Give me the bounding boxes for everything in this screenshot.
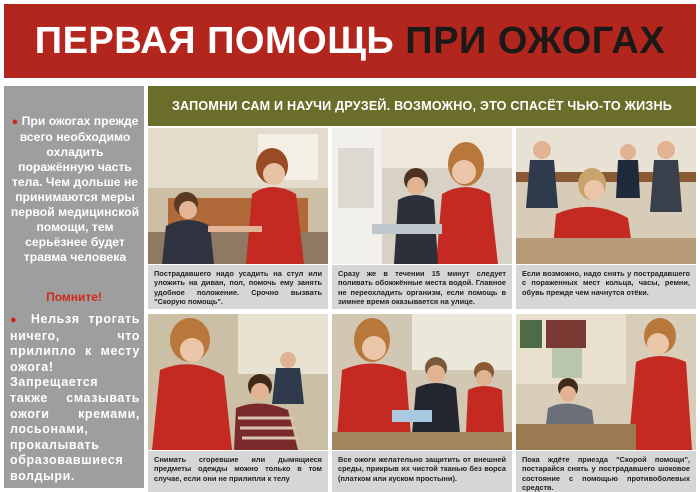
slogan-banner [148, 86, 696, 126]
step-caption: Сразу же в течении 15 минут следует поливать обожжённые места водой. Главное не переохладить организм, если помощь в зимнее время оказывается на улице. [332, 265, 512, 309]
step-photo [148, 128, 328, 264]
step-caption: Пока ждёте приезда "Скорой помощи", постарайся снять у пострадавшего шоковое состояние с помощью противоболевых средств. [516, 451, 696, 492]
steps-grid [148, 128, 696, 492]
bullet-icon: ● [11, 116, 19, 128]
step-photo [148, 314, 328, 450]
slogan-text: ЗАПОМНИ САМ И НАУЧИ ДРУЗЕЙ. ВОЗМОЖНО, ЭТО СПАСЁТ ЧЬЮ-ТО ЖИЗНЬ [171, 99, 673, 113]
remember-label: Помните! [46, 290, 102, 304]
poster-title [35, 20, 665, 63]
step-caption: Если возможно, надо снять у пострадавшего с пораженных мест кольца, часы, ремни, обувь прежде чем начнутся отёки. [516, 265, 696, 309]
sidebar-panel [4, 86, 144, 488]
sidebar-text-1: При ожогах прежде всего необходимо охладить поражённую часть тела. Чем дольше не принимаются меры первой медицинской помощи, тем серьёзнее будет травма человека [10, 114, 140, 264]
step-photo [332, 314, 512, 450]
sidebar-text-2: Нельзя трогать ничего, что прилипло к месту ожога! Запрещается также смазывать ожоги кремами, лосьонами, прокалывать образовавшиеся волдыри. [10, 312, 141, 483]
bullet-icon: ● [10, 314, 23, 326]
step-photo [516, 314, 696, 450]
step-caption: Снимать сгоревшие или дымящиеся предметы одежды можно только в том случае, если они не прилипли к телу [148, 451, 328, 492]
poster-header [0, 0, 700, 84]
step-caption: Пострадавшего надо усадить на стул или уложить на диван, пол, помочь ему занять удобное положение. Срочно вызвать "Скорую помощь". [148, 265, 328, 309]
sidebar-paragraph-1 [10, 114, 140, 265]
title-part-white: ПЕРВАЯ ПОМОЩЬ [34, 19, 395, 62]
step-photo [516, 128, 696, 264]
sidebar-paragraph-2 [10, 312, 140, 485]
step-photo [332, 128, 512, 264]
title-part-dark: ПРИ ОЖОГАХ [405, 19, 666, 62]
step-caption: Все ожоги желательно защитить от внешней среды, прикрыв их чистой тканью без ворса (платком или куском простыни). [332, 451, 512, 492]
title-band [4, 4, 696, 78]
